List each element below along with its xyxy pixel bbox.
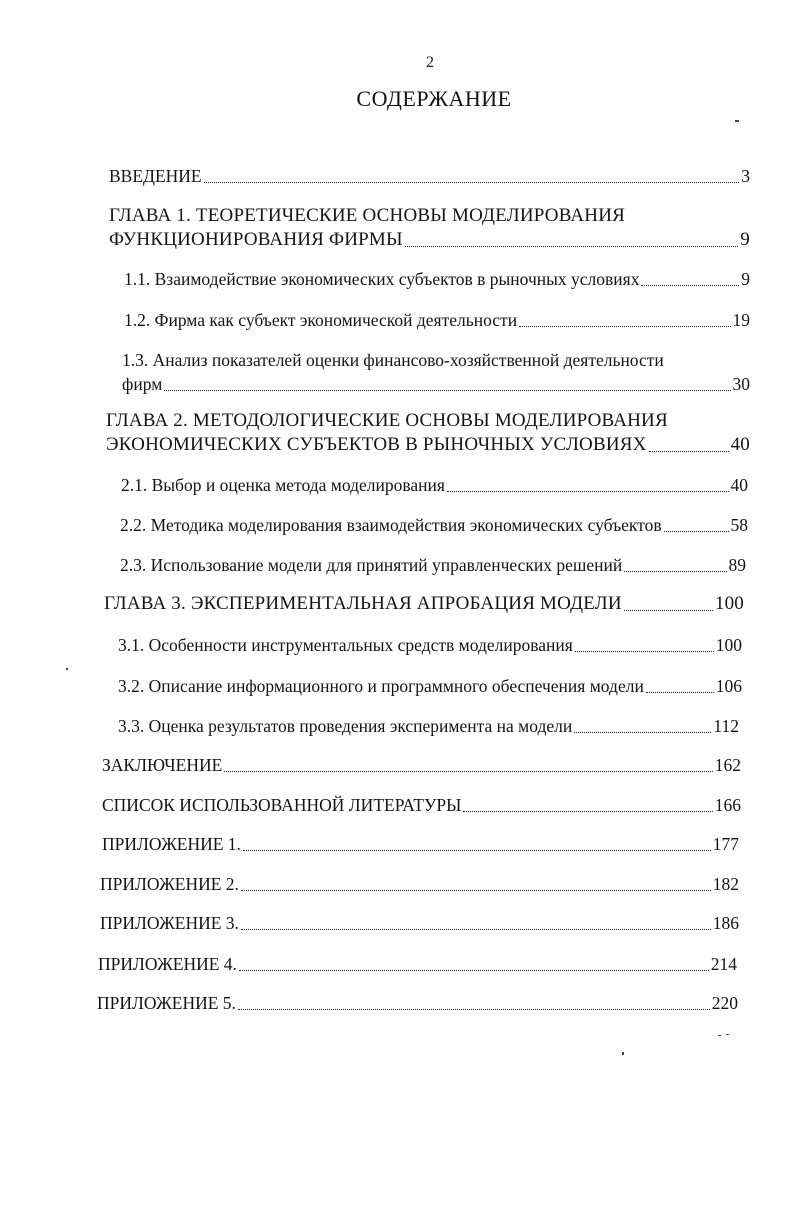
dot-leader xyxy=(241,890,711,891)
toc-entry-page: 182 xyxy=(712,874,739,894)
toc-entry-section-3-3[interactable] xyxy=(118,714,739,738)
toc-entry-text: ПРИЛОЖЕНИЕ 4. xyxy=(98,954,237,974)
toc-entry-text: ПРИЛОЖЕНИЕ 5. xyxy=(97,993,236,1013)
toc-entry-page: 162 xyxy=(714,755,741,775)
toc-entry-text: 2.1. Выбор и оценка метода моделирования xyxy=(121,475,445,495)
toc-entry-text: 1.2. Фирма как субъект экономической деятельности xyxy=(124,310,518,330)
toc-entry-text: 1.1. Взаимодействие экономических субъектов в рыночных условиях xyxy=(124,269,640,289)
toc-entry-text: 3.1. Особенности инструментальных средств моделирования xyxy=(118,635,573,655)
toc-entry-text: 2.3. Использование модели для принятий управленческих решений xyxy=(120,555,623,575)
toc-entry-appendix-4[interactable] xyxy=(98,952,737,976)
scan-speck xyxy=(735,120,739,122)
toc-entry-page: 106 xyxy=(715,676,742,696)
dot-leader xyxy=(519,326,730,327)
toc-entry-page: 19 xyxy=(732,310,750,330)
dot-leader xyxy=(646,692,714,693)
toc-entry-page: 112 xyxy=(713,716,739,736)
toc-entry-text-line1: 1.3. Анализ показателей оценки финансово-хозяйственной деятельности xyxy=(122,350,664,370)
scan-speck xyxy=(726,1034,729,1035)
dot-leader xyxy=(239,970,709,971)
toc-title: СОДЕРЖАНИЕ xyxy=(356,86,512,111)
toc-entry-appendix-3[interactable] xyxy=(100,911,739,935)
dot-leader xyxy=(447,491,729,492)
toc-entry-text: фирм xyxy=(122,374,163,394)
toc-entry-section-2-2[interactable] xyxy=(120,513,748,537)
dot-leader xyxy=(405,246,739,247)
dot-leader xyxy=(224,771,712,772)
toc-entry-appendix-1[interactable] xyxy=(102,832,739,856)
toc-entry-bibliography[interactable] xyxy=(102,793,741,817)
toc-entry-page: 40 xyxy=(730,475,748,495)
dot-leader xyxy=(664,531,729,532)
toc-entry-text-line1: ГЛАВА 2. МЕТОДОЛОГИЧЕСКИЕ ОСНОВЫ МОДЕЛИРОВАНИЯ xyxy=(106,410,668,431)
toc-entry-page: 30 xyxy=(732,374,750,394)
dot-leader xyxy=(574,732,711,733)
scan-speck xyxy=(718,1035,721,1036)
scan-speck xyxy=(622,1052,624,1055)
dot-leader xyxy=(164,390,730,391)
toc-entry-text: ВВЕДЕНИЕ xyxy=(109,166,202,186)
toc-entry-page: 9 xyxy=(741,269,750,289)
toc-entry-page: 89 xyxy=(728,555,746,575)
toc-entry-page: 100 xyxy=(714,593,744,614)
toc-entry-section-3-1[interactable] xyxy=(118,633,742,657)
toc-entry-page: 166 xyxy=(714,795,741,815)
toc-entry-page: 177 xyxy=(712,834,739,854)
page-number: 2 xyxy=(426,54,434,71)
toc-entry-text: ГЛАВА 3. ЭКСПЕРИМЕНТАЛЬНАЯ АПРОБАЦИЯ МОДЕЛИ xyxy=(104,593,622,614)
toc-entry-section-2-1[interactable] xyxy=(121,473,748,497)
toc-entry-section-1-1[interactable] xyxy=(124,267,750,291)
toc-entry-appendix-2[interactable] xyxy=(100,872,739,896)
toc-entry-text: ПРИЛОЖЕНИЕ 3. xyxy=(100,913,239,933)
dot-leader xyxy=(649,451,729,452)
dot-leader xyxy=(463,811,712,812)
toc-entry-page: 186 xyxy=(712,913,739,933)
toc-entry-appendix-5[interactable] xyxy=(97,991,738,1015)
toc-entry-text: 3.2. Описание информационного и программного обеспечения модели xyxy=(118,676,644,696)
toc-entry-page: 40 xyxy=(730,434,750,455)
toc-entry-text: ФУНКЦИОНИРОВАНИЯ ФИРМЫ xyxy=(109,229,403,250)
dot-leader xyxy=(624,610,713,611)
toc-entry-section-2-3[interactable] xyxy=(120,553,746,577)
toc-entry-page: 3 xyxy=(741,166,750,186)
toc-entry-text: ЭКОНОМИЧЕСКИХ СУБЪЕКТОВ В РЫНОЧНЫХ УСЛОВИЯХ xyxy=(106,434,647,455)
toc-entry-section-3-2[interactable] xyxy=(118,674,742,698)
toc-entry-page: 214 xyxy=(710,954,737,974)
dot-leader xyxy=(241,929,711,930)
dot-leader xyxy=(243,850,711,851)
toc-entry-page: 58 xyxy=(730,515,748,535)
scan-speck xyxy=(66,668,68,670)
toc-entry-section-1-2[interactable] xyxy=(124,308,750,332)
toc-entry-chapter-1[interactable] xyxy=(109,205,750,252)
toc-entry-conclusion[interactable] xyxy=(102,753,741,777)
toc-entry-text: ПРИЛОЖЕНИЕ 2. xyxy=(100,874,239,894)
toc-entry-page: 100 xyxy=(715,635,742,655)
toc-entry-introduction[interactable] xyxy=(109,164,750,188)
toc-entry-page: 220 xyxy=(711,993,738,1013)
dot-leader xyxy=(624,571,726,572)
toc-entry-text: 2.2. Методика моделирования взаимодействия экономических субъектов xyxy=(120,515,662,535)
toc-entry-chapter-2[interactable] xyxy=(106,410,750,457)
toc-entry-text: 3.3. Оценка результатов проведения эксперимента на модели xyxy=(118,716,573,736)
toc-entry-page: 9 xyxy=(740,229,750,250)
dot-leader xyxy=(238,1009,710,1010)
dot-leader xyxy=(575,651,714,652)
toc-entry-text: ПРИЛОЖЕНИЕ 1. xyxy=(102,834,241,854)
dot-leader xyxy=(641,285,739,286)
toc-entry-text-line1: ГЛАВА 1. ТЕОРЕТИЧЕСКИЕ ОСНОВЫ МОДЕЛИРОВАНИЯ xyxy=(109,205,626,226)
toc-entry-text: ЗАКЛЮЧЕНИЕ xyxy=(102,755,223,775)
dot-leader xyxy=(204,182,740,183)
toc-entry-section-1-3[interactable] xyxy=(122,350,750,396)
toc-entry-chapter-3[interactable] xyxy=(104,592,744,616)
toc-entry-text: СПИСОК ИСПОЛЬЗОВАННОЙ ЛИТЕРАТУРЫ xyxy=(102,795,462,815)
